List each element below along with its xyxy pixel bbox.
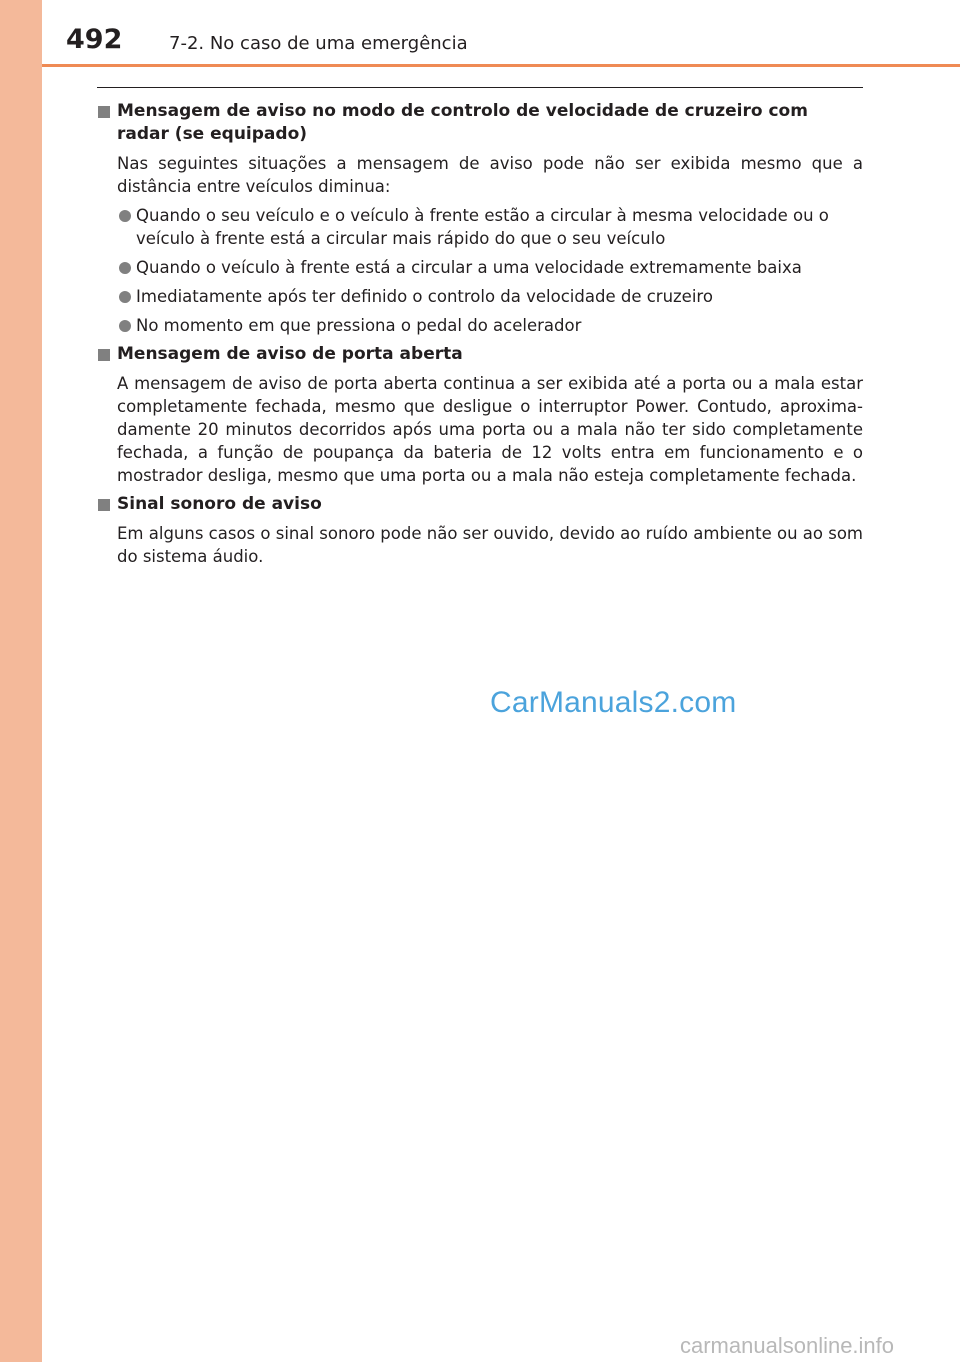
heading-text: Mensagem de aviso no modo de controlo de velocidade de cruzeiro com radar (se equipado): [117, 101, 808, 144]
section-title: 7-2. No caso de uma emergência: [169, 33, 468, 54]
square-bullet-icon: [98, 499, 110, 511]
section-heading-warning-buzzer: [97, 493, 863, 516]
content-rule: [97, 87, 863, 88]
list-item-text: Quando o seu veículo e o veículo à frente estão a circular à mesma velocidade ou o veículo à frente está a circular mais rápido do que o seu veículo: [136, 206, 829, 248]
section-paragraph: Nas seguintes situações a mensagem de aviso pode não ser exibida mesmo que a distância entre veículos diminua:: [117, 154, 863, 196]
section-paragraph: A mensagem de aviso de porta aberta continua a ser exibida até a porta ou a mala estar completamente fechada, mesmo que desligue o interruptor Power. Contudo, aproxima-damente 20 minutos decorridos após uma porta ou a mala não ter sido completamente fechada, a função de poupança da bateria de 12 volts entra em funcionamento e o mostrador desliga, mesmo que uma porta ou a mala não esteja completamente fechada.: [117, 374, 863, 485]
heading-text: Mensagem de aviso de porta aberta: [117, 344, 463, 364]
list-item-text: Quando o veículo à frente está a circular a uma velocidade extremamente baixa: [136, 258, 802, 277]
list-item: [117, 204, 863, 250]
list-item: [117, 256, 863, 279]
page-content: [97, 100, 863, 574]
section-heading-door-open: [97, 343, 863, 366]
section-paragraph: Em alguns casos o sinal sonoro pode não ser ouvido, devido ao ruído ambiente ou ao som do sistema áudio.: [117, 524, 863, 566]
side-color-band: [0, 0, 42, 1362]
circle-bullet-icon: [119, 320, 131, 332]
circle-bullet-icon: [119, 291, 131, 303]
circle-bullet-icon: [119, 262, 131, 274]
section-heading-radar-cruise: [97, 100, 863, 146]
list-item: [117, 285, 863, 308]
square-bullet-icon: [98, 106, 110, 118]
watermark-text: CarManuals2.com: [490, 686, 737, 719]
footer-watermark: carmanualsonline.info: [680, 1333, 895, 1358]
square-bullet-icon: [98, 349, 110, 361]
circle-bullet-icon: [119, 210, 131, 222]
page-number: 492: [66, 24, 123, 55]
heading-text: Sinal sonoro de aviso: [117, 494, 322, 514]
header-rule: [42, 64, 960, 67]
list-item-text: No momento em que pressiona o pedal do acelerador: [136, 316, 582, 335]
list-item-text: Imediatamente após ter definido o controlo da velocidade de cruzeiro: [136, 287, 713, 306]
list-item: [117, 314, 863, 337]
page-header: [42, 0, 960, 66]
